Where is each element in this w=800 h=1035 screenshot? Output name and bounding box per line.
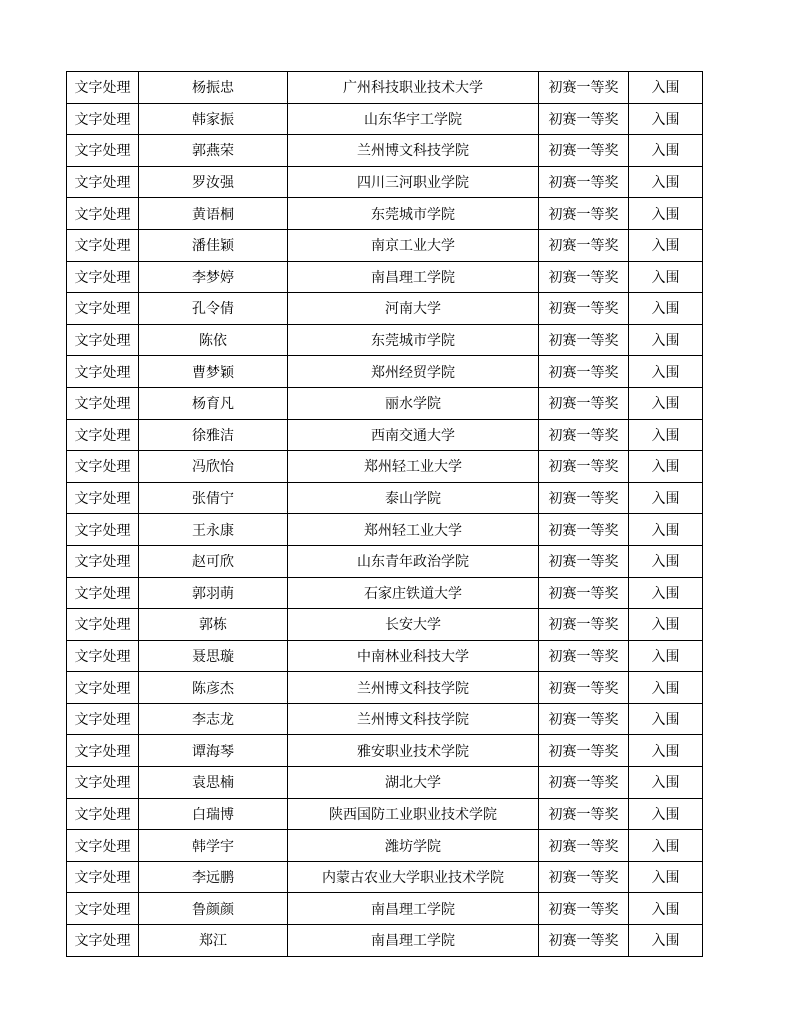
award-cell: 初赛一等奖 [539, 798, 629, 830]
table-row [67, 451, 703, 483]
status-cell: 入围 [629, 735, 703, 767]
category-cell: 文字处理 [67, 703, 139, 735]
award-cell: 初赛一等奖 [539, 545, 629, 577]
award-cell: 初赛一等奖 [539, 767, 629, 799]
school-cell: 广州科技职业技术大学 [288, 72, 539, 104]
name-cell: 李远鹏 [139, 861, 288, 893]
status-cell: 入围 [629, 387, 703, 419]
name-cell: 白瑞博 [139, 798, 288, 830]
table-row [67, 419, 703, 451]
name-cell: 韩家振 [139, 103, 288, 135]
status-cell: 入围 [629, 577, 703, 609]
name-cell: 郭羽萌 [139, 577, 288, 609]
name-cell: 潘佳颖 [139, 229, 288, 261]
category-cell: 文字处理 [67, 735, 139, 767]
category-cell: 文字处理 [67, 893, 139, 925]
award-cell: 初赛一等奖 [539, 166, 629, 198]
school-cell: 兰州博文科技学院 [288, 703, 539, 735]
status-cell: 入围 [629, 672, 703, 704]
table-row [67, 166, 703, 198]
category-cell: 文字处理 [67, 577, 139, 609]
category-cell: 文字处理 [67, 419, 139, 451]
school-cell: 兰州博文科技学院 [288, 672, 539, 704]
name-cell: 王永康 [139, 514, 288, 546]
school-cell: 泰山学院 [288, 482, 539, 514]
name-cell: 张倩宁 [139, 482, 288, 514]
school-cell: 湖北大学 [288, 767, 539, 799]
status-cell: 入围 [629, 545, 703, 577]
award-cell: 初赛一等奖 [539, 356, 629, 388]
name-cell: 郭栋 [139, 609, 288, 641]
category-cell: 文字处理 [67, 482, 139, 514]
category-cell: 文字处理 [67, 387, 139, 419]
table-row [67, 798, 703, 830]
status-cell: 入围 [629, 861, 703, 893]
name-cell: 赵可欣 [139, 545, 288, 577]
award-cell: 初赛一等奖 [539, 925, 629, 957]
school-cell: 山东青年政治学院 [288, 545, 539, 577]
category-cell: 文字处理 [67, 135, 139, 167]
school-cell: 四川三河职业学院 [288, 166, 539, 198]
table-row [67, 135, 703, 167]
status-cell: 入围 [629, 229, 703, 261]
table-row [67, 545, 703, 577]
name-cell: 李志龙 [139, 703, 288, 735]
award-cell: 初赛一等奖 [539, 577, 629, 609]
award-cell: 初赛一等奖 [539, 387, 629, 419]
table-row [67, 514, 703, 546]
table-row [67, 293, 703, 325]
name-cell: 杨育凡 [139, 387, 288, 419]
category-cell: 文字处理 [67, 103, 139, 135]
school-cell: 河南大学 [288, 293, 539, 325]
name-cell: 郭燕荣 [139, 135, 288, 167]
name-cell: 冯欣怡 [139, 451, 288, 483]
school-cell: 兰州博文科技学院 [288, 135, 539, 167]
category-cell: 文字处理 [67, 672, 139, 704]
table-row [67, 356, 703, 388]
award-cell: 初赛一等奖 [539, 830, 629, 862]
status-cell: 入围 [629, 135, 703, 167]
table-row [67, 735, 703, 767]
award-cell: 初赛一等奖 [539, 135, 629, 167]
status-cell: 入围 [629, 166, 703, 198]
name-cell: 袁思楠 [139, 767, 288, 799]
category-cell: 文字处理 [67, 925, 139, 957]
table-row [67, 925, 703, 957]
school-cell: 郑州轻工业大学 [288, 451, 539, 483]
name-cell: 陈依 [139, 324, 288, 356]
status-cell: 入围 [629, 198, 703, 230]
results-table [66, 71, 703, 957]
name-cell: 孔令倩 [139, 293, 288, 325]
table-row [67, 261, 703, 293]
table-row [67, 577, 703, 609]
award-cell: 初赛一等奖 [539, 514, 629, 546]
school-cell: 南昌理工学院 [288, 261, 539, 293]
category-cell: 文字处理 [67, 514, 139, 546]
school-cell: 雅安职业技术学院 [288, 735, 539, 767]
category-cell: 文字处理 [67, 798, 139, 830]
category-cell: 文字处理 [67, 72, 139, 104]
status-cell: 入围 [629, 767, 703, 799]
status-cell: 入围 [629, 293, 703, 325]
category-cell: 文字处理 [67, 861, 139, 893]
status-cell: 入围 [629, 893, 703, 925]
status-cell: 入围 [629, 703, 703, 735]
table-row [67, 324, 703, 356]
name-cell: 徐雅洁 [139, 419, 288, 451]
category-cell: 文字处理 [67, 609, 139, 641]
award-cell: 初赛一等奖 [539, 640, 629, 672]
category-cell: 文字处理 [67, 545, 139, 577]
table-row [67, 893, 703, 925]
status-cell: 入围 [629, 798, 703, 830]
status-cell: 入围 [629, 514, 703, 546]
award-cell: 初赛一等奖 [539, 451, 629, 483]
award-cell: 初赛一等奖 [539, 861, 629, 893]
category-cell: 文字处理 [67, 293, 139, 325]
category-cell: 文字处理 [67, 324, 139, 356]
name-cell: 曹梦颖 [139, 356, 288, 388]
category-cell: 文字处理 [67, 261, 139, 293]
school-cell: 山东华宇工学院 [288, 103, 539, 135]
name-cell: 杨振忠 [139, 72, 288, 104]
school-cell: 潍坊学院 [288, 830, 539, 862]
award-cell: 初赛一等奖 [539, 703, 629, 735]
school-cell: 南昌理工学院 [288, 925, 539, 957]
award-cell: 初赛一等奖 [539, 482, 629, 514]
name-cell: 李梦婷 [139, 261, 288, 293]
table-row [67, 767, 703, 799]
status-cell: 入围 [629, 261, 703, 293]
award-cell: 初赛一等奖 [539, 735, 629, 767]
results-table-body [67, 72, 703, 957]
name-cell: 罗汝强 [139, 166, 288, 198]
category-cell: 文字处理 [67, 767, 139, 799]
school-cell: 郑州轻工业大学 [288, 514, 539, 546]
school-cell: 石家庄铁道大学 [288, 577, 539, 609]
name-cell: 黄语桐 [139, 198, 288, 230]
award-cell: 初赛一等奖 [539, 229, 629, 261]
name-cell: 陈彦杰 [139, 672, 288, 704]
status-cell: 入围 [629, 324, 703, 356]
status-cell: 入围 [629, 925, 703, 957]
award-cell: 初赛一等奖 [539, 261, 629, 293]
award-cell: 初赛一等奖 [539, 419, 629, 451]
status-cell: 入围 [629, 419, 703, 451]
category-cell: 文字处理 [67, 198, 139, 230]
school-cell: 丽水学院 [288, 387, 539, 419]
school-cell: 西南交通大学 [288, 419, 539, 451]
status-cell: 入围 [629, 356, 703, 388]
school-cell: 陕西国防工业职业技术学院 [288, 798, 539, 830]
table-row [67, 103, 703, 135]
category-cell: 文字处理 [67, 356, 139, 388]
school-cell: 南京工业大学 [288, 229, 539, 261]
status-cell: 入围 [629, 609, 703, 641]
award-cell: 初赛一等奖 [539, 103, 629, 135]
award-cell: 初赛一等奖 [539, 893, 629, 925]
name-cell: 聂思璇 [139, 640, 288, 672]
award-cell: 初赛一等奖 [539, 198, 629, 230]
table-row [67, 640, 703, 672]
table-row [67, 672, 703, 704]
table-row [67, 609, 703, 641]
award-cell: 初赛一等奖 [539, 609, 629, 641]
award-cell: 初赛一等奖 [539, 72, 629, 104]
status-cell: 入围 [629, 830, 703, 862]
name-cell: 谭海琴 [139, 735, 288, 767]
table-row [67, 703, 703, 735]
school-cell: 内蒙古农业大学职业技术学院 [288, 861, 539, 893]
status-cell: 入围 [629, 640, 703, 672]
name-cell: 韩学宇 [139, 830, 288, 862]
school-cell: 长安大学 [288, 609, 539, 641]
status-cell: 入围 [629, 482, 703, 514]
award-cell: 初赛一等奖 [539, 672, 629, 704]
category-cell: 文字处理 [67, 229, 139, 261]
school-cell: 郑州经贸学院 [288, 356, 539, 388]
school-cell: 南昌理工学院 [288, 893, 539, 925]
status-cell: 入围 [629, 451, 703, 483]
name-cell: 鲁颜颜 [139, 893, 288, 925]
category-cell: 文字处理 [67, 830, 139, 862]
name-cell: 郑江 [139, 925, 288, 957]
table-row [67, 387, 703, 419]
status-cell: 入围 [629, 103, 703, 135]
school-cell: 东莞城市学院 [288, 324, 539, 356]
award-cell: 初赛一等奖 [539, 324, 629, 356]
table-row [67, 861, 703, 893]
school-cell: 东莞城市学院 [288, 198, 539, 230]
category-cell: 文字处理 [67, 166, 139, 198]
school-cell: 中南林业科技大学 [288, 640, 539, 672]
status-cell: 入围 [629, 72, 703, 104]
category-cell: 文字处理 [67, 451, 139, 483]
award-cell: 初赛一等奖 [539, 293, 629, 325]
table-row [67, 830, 703, 862]
table-row [67, 198, 703, 230]
table-row [67, 72, 703, 104]
table-row [67, 482, 703, 514]
category-cell: 文字处理 [67, 640, 139, 672]
table-row [67, 229, 703, 261]
